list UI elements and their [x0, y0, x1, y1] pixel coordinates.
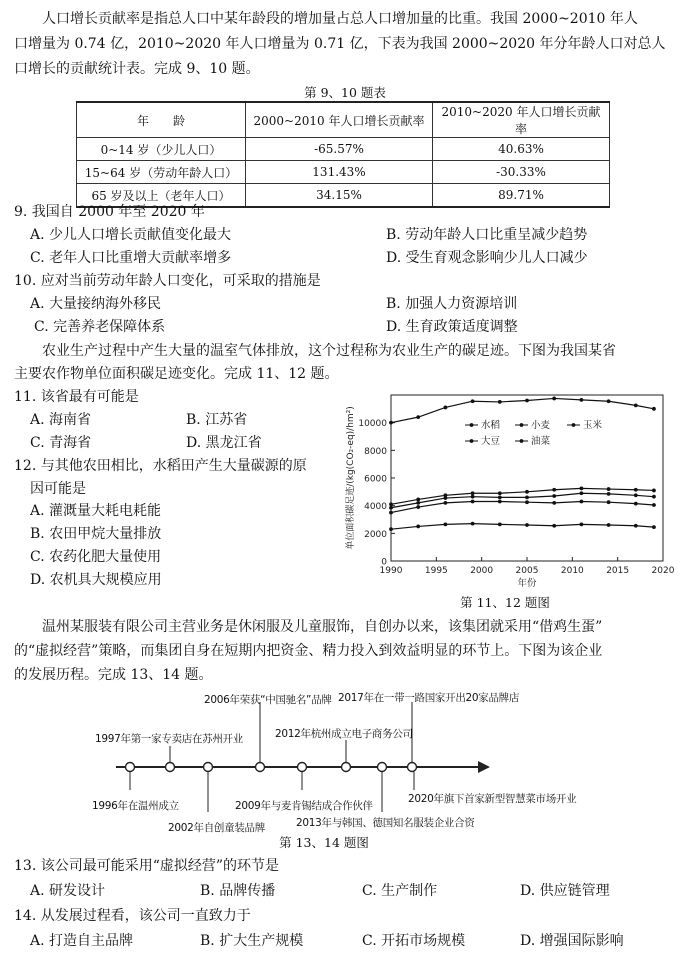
data-point [525, 523, 529, 527]
q13-option-d: D. 供应链管理 [520, 883, 610, 899]
data-point [652, 407, 656, 411]
q14-stem: 14. 从发展过程看，该公司一直致力于 [14, 908, 251, 924]
data-point [580, 522, 584, 526]
data-point [552, 524, 556, 528]
data-point [389, 421, 393, 425]
data-point [634, 524, 638, 528]
data-point [498, 400, 502, 404]
q13-option-b: B. 品牌传播 [200, 883, 276, 899]
intro3-line1: 温州某服装有限公司主营业务是休闲服及儿童服饰，自创办以来，该集团就采用“借鸡生蛋” [42, 619, 603, 635]
table-cell: -30.33% [433, 161, 610, 184]
data-point [389, 506, 393, 510]
data-point [580, 500, 584, 504]
event-2013: 2013年与韩国、德国知名服装企业合资 [296, 817, 475, 829]
data-point [634, 488, 638, 492]
timeline-arrow [478, 761, 490, 773]
timeline-caption: 第 13、14 题图 [279, 835, 369, 850]
x-tick-label: 2010 [560, 566, 584, 576]
q10-option-c: C. 完善养老保障体系 [34, 319, 166, 335]
q14-option-b: B. 扩大生产规模 [200, 933, 304, 949]
q12-option-a: A. 灌溉量大耗电耗能 [30, 503, 162, 519]
timeline-node [204, 763, 213, 772]
data-point [652, 525, 656, 529]
event-2020: 2020年旗下首家新型智慧菜市场开业 [408, 793, 577, 805]
table-cell: -65.57% [246, 138, 433, 161]
event-2009: 2009年与麦肯锡结成合作伙伴 [235, 800, 373, 812]
y-axis-label: 单位面积碳足迹/(kg(CO₂-eq)/hm²) [346, 406, 356, 550]
data-point [444, 522, 448, 526]
data-point [525, 495, 529, 499]
data-point [607, 492, 611, 496]
q9-option-d: D. 受生育观念影响少儿人口减少 [386, 250, 588, 266]
data-point [498, 522, 502, 526]
legend-label: 大豆 [481, 436, 501, 447]
q13-option-c: C. 生产制作 [362, 883, 438, 899]
data-point [389, 502, 393, 506]
q11-option-d: D. 黑龙江省 [186, 435, 262, 451]
q11-stem: 11. 该省最有可能是 [14, 389, 139, 405]
timeline-node [166, 763, 175, 772]
q10-option-b: B. 加强人力资源培训 [386, 296, 518, 312]
event-2012: 2012年杭州成立电子商务公司 [275, 728, 413, 740]
series-line [391, 524, 654, 530]
q14-option-d: D. 增强国际影响 [520, 933, 624, 949]
x-tick-label: 2015 [606, 566, 630, 576]
timeline-node [342, 763, 351, 772]
q13-option-a: A. 研发设计 [30, 883, 106, 899]
data-point [525, 490, 529, 494]
intro3-line3: 的发展历程。完成 13、14 题。 [14, 667, 213, 683]
data-point [471, 491, 475, 495]
q9-option-c: C. 老年人口比重增大贡献率增多 [30, 250, 232, 266]
timeline-node [256, 763, 265, 772]
data-point [471, 522, 475, 526]
timeline-node [378, 763, 387, 772]
data-point [416, 498, 420, 502]
data-point [444, 496, 448, 500]
event-1997: 1997年第一家专卖店在苏州开业 [95, 733, 243, 745]
data-point [498, 495, 502, 499]
legend-marker [572, 423, 576, 427]
legend-marker [520, 439, 524, 443]
q14-option-c: C. 开拓市场规模 [362, 933, 466, 949]
chart-caption: 第 11、12 题图 [460, 595, 550, 610]
intro1-line2: 口增量为 0.74 亿，2010~2020 年人口增量为 0.71 亿，下表为我国 2000~2020 年分年龄人口对总人 [14, 36, 666, 52]
table-cell: 40.63% [433, 138, 610, 161]
legend-label: 小麦 [531, 420, 551, 431]
data-point [416, 415, 420, 419]
data-point [389, 511, 393, 515]
series-line [391, 398, 654, 422]
y-tick-label: 2000 [364, 529, 387, 540]
table-cell: 131.43% [246, 161, 433, 184]
data-point [552, 494, 556, 498]
legend-label: 水稻 [481, 420, 501, 431]
intro1-line3: 口增长的贡献统计表。完成 9、10 题。 [14, 61, 260, 77]
legend-marker [470, 439, 474, 443]
q12-stem-line2: 因可能是 [30, 481, 86, 497]
event-1996: 1996年在温州成立 [92, 800, 179, 812]
data-point [471, 500, 475, 504]
legend-label: 油菜 [531, 436, 551, 447]
data-point [416, 501, 420, 505]
data-point [607, 500, 611, 504]
table-header-2010-2020: 2010~2020 年人口增长贡献率 [433, 102, 610, 138]
legend-marker [470, 423, 474, 427]
event-2002: 2002年自创童装品牌 [168, 822, 265, 834]
data-point [389, 527, 393, 531]
timeline-node [298, 763, 307, 772]
q10-option-d: D. 生育政策适度调整 [386, 319, 518, 335]
q10-stem: 10. 应对当前劳动年龄人口变化，可采取的措施是 [14, 273, 321, 289]
q9-option-a: A. 少儿人口增长贡献值变化最大 [30, 227, 232, 243]
plot-frame [391, 395, 663, 561]
q11-option-c: C. 青海省 [30, 435, 92, 451]
q9-option-b: B. 劳动年龄人口比重呈减少趋势 [386, 227, 588, 243]
q14-option-a: A. 打造自主品牌 [30, 933, 134, 949]
series-line [391, 502, 654, 513]
data-point [634, 502, 638, 506]
data-point [634, 493, 638, 497]
x-tick-label: 1995 [424, 566, 448, 576]
data-point [580, 486, 584, 490]
intro2-line2: 主要农作物单位面积碳足迹变化。完成 11、12 题。 [14, 366, 339, 382]
x-tick-label: 2000 [470, 566, 494, 576]
table-row [77, 161, 610, 184]
table-cell: 65 岁及以上（老年人口） [77, 184, 246, 208]
q13-stem: 13. 该公司最可能采用“虚拟经营”的环节是 [14, 858, 280, 874]
timeline-node [126, 763, 135, 772]
data-point [652, 495, 656, 499]
intro2-line1: 农业生产过程中产生大量的温室气体排放，这个过程称为农业生产的碳足迹。下图为我国某省 [42, 343, 616, 359]
y-tick-label: 10000 [358, 419, 387, 430]
q12-option-d: D. 农机具大规模应用 [30, 572, 162, 588]
table-cell: 15~64 岁（劳动年龄人口） [77, 161, 246, 184]
timeline-node [408, 763, 417, 772]
q9-stem: 9. 我国自 2000 年至 2020 年 [14, 204, 205, 220]
y-tick-label: 0 [381, 557, 387, 568]
data-point [498, 491, 502, 495]
table-cell: 0~14 岁（少儿人口） [77, 138, 246, 161]
data-point [552, 501, 556, 505]
x-axis-label: 年份 [517, 578, 537, 589]
data-point [525, 500, 529, 504]
data-point [416, 505, 420, 509]
data-point [634, 403, 638, 407]
x-tick-label: 2020 [651, 566, 675, 576]
table-row [77, 138, 610, 161]
data-point [444, 406, 448, 410]
data-point [607, 399, 611, 403]
q11-option-a: A. 海南省 [30, 412, 92, 428]
data-point [416, 525, 420, 529]
data-point [471, 399, 475, 403]
event-2017: 2017年在一带一路国家开出20家品牌店 [338, 692, 520, 704]
table-cell: 34.15% [246, 184, 433, 208]
data-point [552, 397, 556, 401]
q10-option-a: A. 大量接纳海外移民 [30, 296, 162, 312]
x-tick-label: 1990 [379, 566, 403, 576]
y-tick-label: 6000 [364, 474, 387, 485]
x-tick-label: 2005 [515, 566, 539, 576]
table-header-2000-2010: 2000~2010 年人口增长贡献率 [246, 102, 433, 138]
table-cell: 89.71% [433, 184, 610, 208]
intro3-line2: 的“虚拟经营”策略，而集团自身在短期内把资金、精力投入到效益明显的环节上。下图为该企业 [14, 643, 603, 659]
data-point [652, 489, 656, 493]
table-header-age: 年 龄 [77, 102, 246, 138]
data-point [652, 503, 656, 507]
y-tick-label: 4000 [364, 502, 387, 513]
table-caption: 第 9、10 题表 [304, 85, 386, 100]
y-tick-label: 8000 [364, 446, 387, 457]
q12-stem-line1: 12. 与其他农田相比，水稻田产生大量碳源的原 [14, 458, 307, 474]
q12-option-b: B. 农田甲烷大量排放 [30, 526, 162, 542]
data-point [580, 398, 584, 402]
carbon-footprint-chart [333, 383, 683, 593]
data-point [444, 501, 448, 505]
data-point [580, 491, 584, 495]
event-2006: 2006年荣获“中国驰名”品牌 [204, 694, 332, 706]
data-point [607, 487, 611, 491]
data-point [498, 500, 502, 504]
legend-marker [520, 423, 524, 427]
age-contribution-table [76, 101, 610, 208]
legend-label: 玉米 [583, 420, 603, 431]
table-header-row [77, 102, 610, 138]
q12-option-c: C. 农药化肥大量使用 [30, 549, 162, 565]
data-point [607, 523, 611, 527]
data-point [525, 399, 529, 403]
data-point [552, 488, 556, 492]
q11-option-b: B. 江苏省 [186, 412, 248, 428]
intro1-line1: 人口增长贡献率是指总人口中某年龄段的增加量占总人口增加量的比重。我国 2000~2010 年人 [42, 11, 638, 27]
data-point [471, 495, 475, 499]
